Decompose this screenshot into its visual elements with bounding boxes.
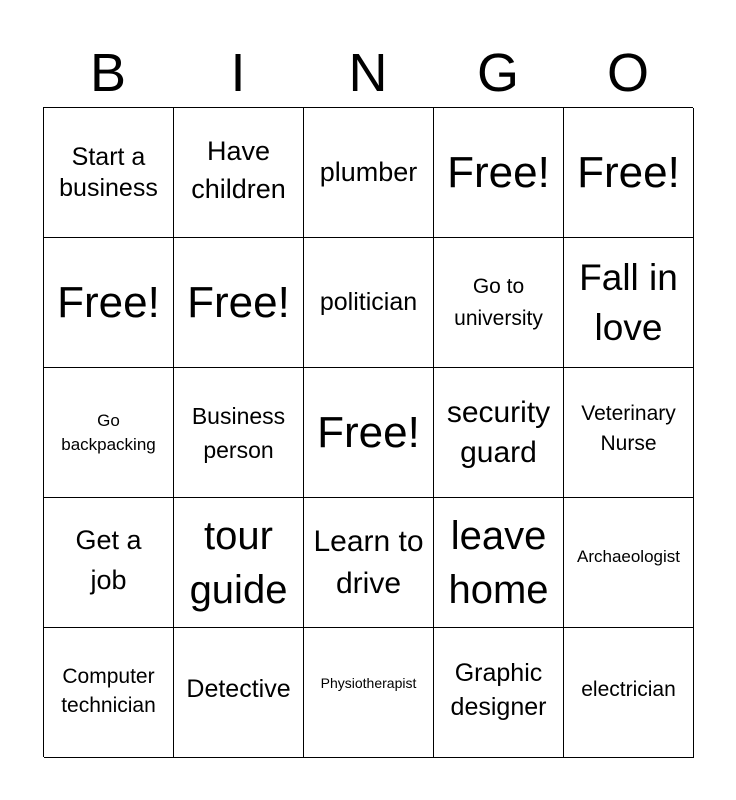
bingo-cell[interactable] (304, 108, 434, 238)
cell-text: Learn to drive (313, 524, 424, 600)
bingo-cell[interactable] (434, 628, 564, 758)
bingo-cell[interactable] (304, 498, 434, 628)
cell-text: leave home (448, 513, 549, 612)
bingo-cell[interactable] (174, 628, 304, 758)
cell-text: Go backpacking (61, 410, 156, 454)
header-letter-i: I (230, 43, 246, 103)
header-letter-o: O (606, 43, 649, 103)
bingo-cell[interactable] (304, 628, 434, 758)
cell-text: Graphic designer (450, 658, 547, 721)
bingo-grid (43, 107, 693, 757)
cell-text: Fall in love (579, 256, 678, 348)
bingo-cell[interactable] (434, 498, 564, 628)
bingo-cell[interactable] (174, 108, 304, 238)
cell-text: plumber (319, 157, 418, 187)
cell-text: Free! (57, 277, 160, 327)
cell-text: Veterinary Nurse (581, 401, 676, 455)
cell-text: Go to university (454, 274, 543, 330)
cell-text: Free! (577, 147, 680, 197)
bingo-cell[interactable] (564, 628, 694, 758)
cell-text: electrician (581, 678, 676, 701)
bingo-cell[interactable] (564, 368, 694, 498)
bingo-cell[interactable] (564, 108, 694, 238)
cell-text: Free! (317, 407, 420, 457)
bingo-cell[interactable] (174, 238, 304, 368)
header-letter-b: B (89, 43, 127, 103)
cell-text: Free! (447, 147, 550, 197)
bingo-cell[interactable] (174, 368, 304, 498)
cell-text: Detective (186, 675, 291, 703)
bingo-cell[interactable] (174, 498, 304, 628)
bingo-cell[interactable] (44, 108, 174, 238)
bingo-cell[interactable] (304, 238, 434, 368)
header-letter-n: N (348, 43, 388, 103)
cell-text: Archaeologist (576, 546, 680, 566)
bingo-cell[interactable] (44, 238, 174, 368)
cell-text: Business person (191, 402, 286, 463)
cell-text: tour guide (189, 513, 288, 612)
cell-text: Start a business (59, 142, 158, 202)
cell-text: Have children (191, 135, 286, 204)
bingo-header (43, 40, 693, 106)
bingo-cell[interactable] (304, 368, 434, 498)
cell-text: Physiotherapist (320, 674, 417, 691)
cell-text: politician (319, 288, 418, 316)
cell-text: Computer technician (61, 664, 156, 717)
bingo-cell[interactable] (434, 238, 564, 368)
cell-text: Free! (187, 277, 290, 327)
bingo-cell[interactable] (434, 368, 564, 498)
bingo-cell[interactable] (564, 238, 694, 368)
bingo-cell[interactable] (434, 108, 564, 238)
bingo-cell[interactable] (44, 368, 174, 498)
bingo-cell[interactable] (44, 628, 174, 758)
cell-text: Get a job (75, 524, 142, 595)
cell-text: security guard (446, 395, 551, 469)
bingo-cell[interactable] (44, 498, 174, 628)
bingo-cell[interactable] (564, 498, 694, 628)
header-letter-g: G (476, 43, 519, 103)
